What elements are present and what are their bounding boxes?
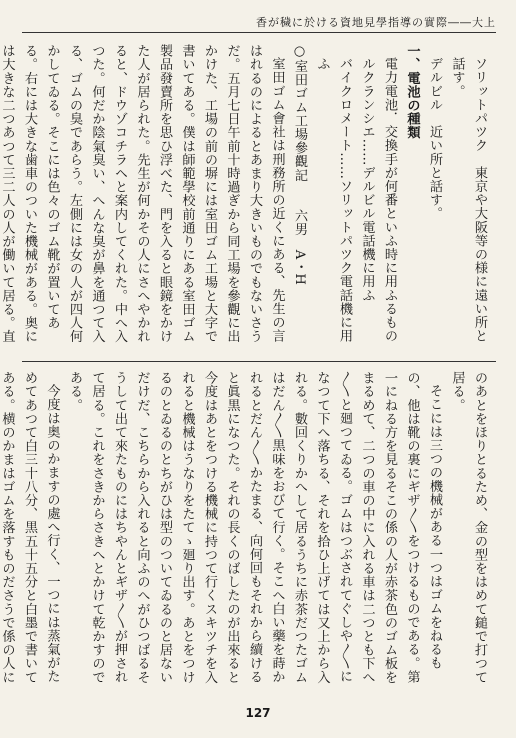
list-item: デルビル 近い所と話す。: [427, 57, 442, 221]
list-item: ソリットパツク 東京や大阪等の様に遠い所と話す。: [449, 57, 487, 343]
paragraph: のあとをほりとるため、金の型をはめて鎚で打つて居る。: [449, 371, 487, 684]
upper-text-column: [0, 44, 490, 352]
lower-text-column: [0, 371, 490, 691]
list-item: ルクランシエ……デルビル電話機に用ふ: [359, 57, 375, 302]
list-item: バイクロメート……ソリットパツク電話機に用ふ: [314, 57, 352, 343]
column-divider: [22, 361, 496, 362]
paragraph: 室田ゴム會社は刑務所の近くにある、先生の言はれるのによるとあまり大きいものでもないさうだ。五月七日午前十時過ぎから同工場を參觀に出かけた、工場の前の塀には室田ゴム工場と大字で書いてある。僕は師範學校前通りにある室田ゴム製品發賣所を思ひ浮べた、門を入ると眼鏡をかけた人が居られた。先生が何かその人にさへやかれると、ドウゾコチラヘと案内してくれた。中へ入つた。何だか陰氣臭い、へんな臭が鼻を通つて入る、ゴムの臭であらう。左側には女の人が四人何かしてゐる。そこには色々のゴム靴が置いてある。右には大きな歯車のついた機械がある。奥には大きな二つあつて三二人の人が働いて居る。直: [0, 44, 285, 344]
section-heading: 一、電池の種類: [404, 44, 420, 140]
page-number: 127: [245, 706, 271, 720]
list-item: 電力電池．交換手が何番といふ時に用ふるもの: [382, 57, 397, 343]
paragraph: ○室田ゴム工場參觀記 六男 A・H: [292, 44, 307, 286]
paragraph: 今度は奥のかますの處へ行く、一つには蒸氣がためてあつて白三十八分、黒五十五分と白墨で書いてある。横のかまはゴムを落すものださうで係の人に: [0, 371, 60, 684]
header-rule: [22, 32, 496, 33]
paragraph: そこには三つの機械がある一つはゴムをねるもの、他は靴の裏にギザ〳〵をつけるものである。第一にねる方を見るそこの係の人が赤茶色のゴム板をまるめて、二つの車の中に入れる車は二つとも下へ〳〵と廻つてゐる。ゴムはつぶされてぐしや〳〵になつて下へ落ちる、それを拾ひ上げては又上から入れる。數回くりかへして居るうちに赤茶だつたゴムはだん〳〵黒味をおびて行く。そこへ白い藥を蒔かれるとだん〳〵かたまる、向何回もそれから續けると眞黒になつた。それの長くのばしたのが出來ると今度はあとをつける機械に持つて行くスキツチを入れると機械はうなりをたてゝ廻り出す。あとをつけるのとゐるのとちがひは型のついてゐるのと居ないだけだ、こちらから入れると向ふのへがひつばるそうして出て來たものにはちやんとギザ〳〵が押されて居る。これをさきからさきへとかけて乾かすのである。: [67, 371, 442, 684]
running-head: 香が穢に於ける資地見學指導の實際――大上: [256, 16, 496, 29]
